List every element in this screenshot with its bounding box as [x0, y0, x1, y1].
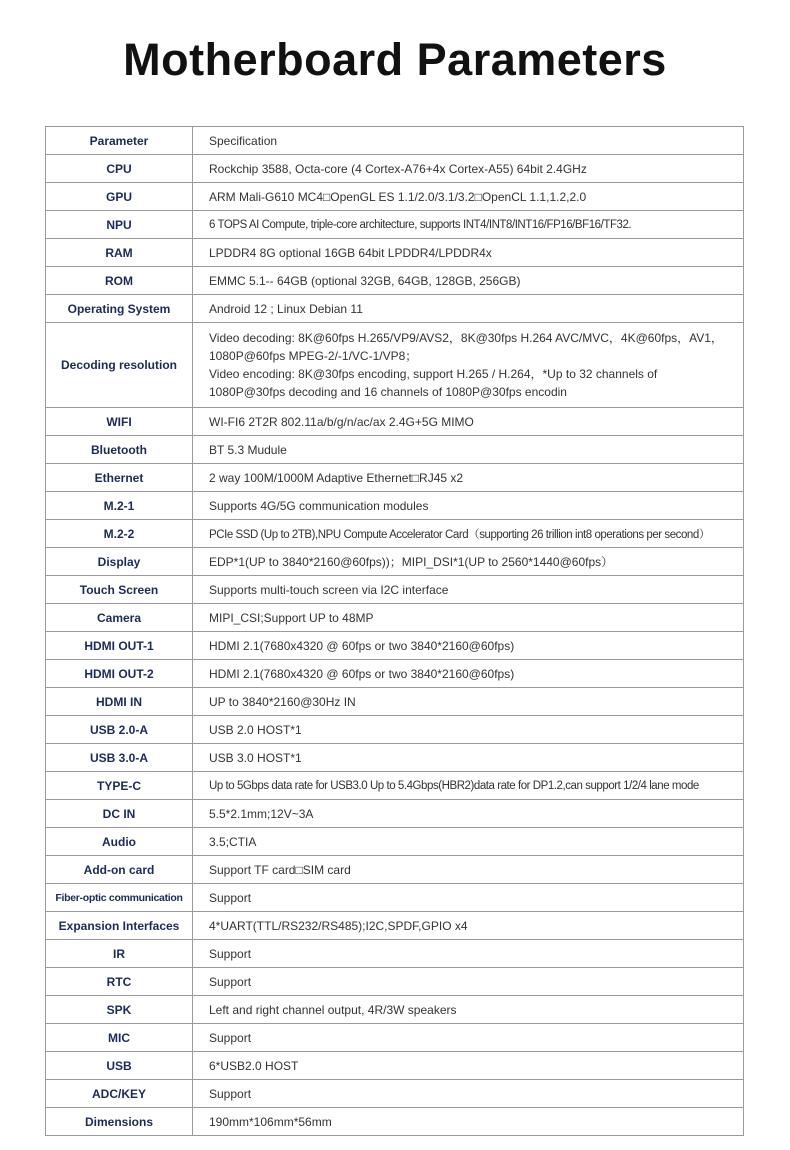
param-name: USB 3.0-A [46, 744, 193, 772]
param-value: 2 way 100M/1000M Adaptive Ethernet□RJ45 x2 [193, 464, 744, 492]
param-name: HDMI OUT-2 [46, 660, 193, 688]
table-row [46, 1052, 744, 1080]
param-name: ADC/KEY [46, 1080, 193, 1108]
param-name: Bluetooth [46, 436, 193, 464]
param-value: MIPI_CSI;Support UP to 48MP [193, 604, 744, 632]
table-row [46, 688, 744, 716]
param-value: Support [193, 1080, 744, 1108]
param-name: NPU [46, 211, 193, 239]
param-name: Decoding resolution [46, 323, 193, 408]
param-value: Support TF card□SIM card [193, 856, 744, 884]
param-name: ROM [46, 267, 193, 295]
table-row [46, 155, 744, 183]
param-value: Supports multi-touch screen via I2C interface [193, 576, 744, 604]
decoding-line: Video encoding: 8K@30fps encoding, support H.265 / H.264，*Up to 32 channels of [209, 367, 658, 381]
param-name: Dimensions [46, 1108, 193, 1136]
table-row [46, 968, 744, 996]
table-row [46, 464, 744, 492]
param-name: USB [46, 1052, 193, 1080]
table-row [46, 295, 744, 323]
decoding-line: 1080P@60fps MPEG-2/-1/VC-1/VP8； [209, 349, 418, 363]
param-value: Left and right channel output, 4R/3W speakers [193, 996, 744, 1024]
param-value: LPDDR4 8G optional 16GB 64bit LPDDR4/LPDDR4x [193, 239, 744, 267]
spec-table [45, 126, 744, 1136]
table-row [46, 996, 744, 1024]
param-value: 6 TOPS AI Compute, triple-core architecture, supports INT4/INT8/INT16/FP16/BF16/TF32. [193, 211, 744, 239]
param-value: ARM Mali-G610 MC4□OpenGL ES 1.1/2.0/3.1/3.2□OpenCL 1.1,1.2,2.0 [193, 183, 744, 211]
decoding-line: 1080P@30fps decoding and 16 channels of 1080P@30fps encodin [209, 385, 567, 399]
header-specification: Specification [193, 127, 744, 155]
table-row [46, 520, 744, 548]
param-name: Touch Screen [46, 576, 193, 604]
param-value: Support [193, 968, 744, 996]
param-name: SPK [46, 996, 193, 1024]
param-name: Add-on card [46, 856, 193, 884]
table-row [46, 211, 744, 239]
table-header-row [46, 127, 744, 155]
param-name: DC IN [46, 800, 193, 828]
table-row [46, 940, 744, 968]
param-value: HDMI 2.1(7680x4320 @ 60fps or two 3840*2160@60fps) [193, 632, 744, 660]
param-value: UP to 3840*2160@30Hz IN [193, 688, 744, 716]
table-row [46, 1080, 744, 1108]
header-parameter: Parameter [46, 127, 193, 155]
table-row [46, 912, 744, 940]
param-name: WIFI [46, 408, 193, 436]
table-row [46, 1108, 744, 1136]
param-name: M.2-1 [46, 492, 193, 520]
table-row [46, 884, 744, 912]
param-value: Support [193, 884, 744, 912]
param-name: Fiber-optic communication [46, 884, 193, 912]
table-row [46, 1024, 744, 1052]
param-name: Operating System [46, 295, 193, 323]
param-value: EDP*1(UP to 3840*2160@60fps))；MIPI_DSI*1(UP to 2560*1440@60fps） [193, 548, 744, 576]
param-name: HDMI IN [46, 688, 193, 716]
param-name: IR [46, 940, 193, 968]
table-row [46, 604, 744, 632]
table-row [46, 772, 744, 800]
param-name: Ethernet [46, 464, 193, 492]
param-name: HDMI OUT-1 [46, 632, 193, 660]
param-value: USB 2.0 HOST*1 [193, 716, 744, 744]
param-value: Android 12 ; Linux Debian 11 [193, 295, 744, 323]
page-title: Motherboard Parameters [123, 34, 667, 85]
param-name: USB 2.0-A [46, 716, 193, 744]
param-value: Support [193, 940, 744, 968]
table-row [46, 744, 744, 772]
param-value: Up to 5Gbps data rate for USB3.0 Up to 5.4Gbps(HBR2)data rate for DP1.2,can support 1/2/4 lane mode [193, 772, 744, 800]
param-name: CPU [46, 155, 193, 183]
param-name: MIC [46, 1024, 193, 1052]
param-value: USB 3.0 HOST*1 [193, 744, 744, 772]
table-row [46, 800, 744, 828]
param-value: 3.5;CTIA [193, 828, 744, 856]
param-name: TYPE-C [46, 772, 193, 800]
param-value: 4*UART(TTL/RS232/RS485);I2C,SPDF,GPIO x4 [193, 912, 744, 940]
param-name: RTC [46, 968, 193, 996]
param-name: Audio [46, 828, 193, 856]
table-row [46, 856, 744, 884]
decoding-line: Video decoding: 8K@60fps H.265/VP9/AVS2，8K@30fps H.264 AVC/MVC，4K@60fps，AV1， [209, 331, 723, 345]
param-value: HDMI 2.1(7680x4320 @ 60fps or two 3840*2160@60fps) [193, 660, 744, 688]
table-row [46, 828, 744, 856]
param-value: Rockchip 3588, Octa-core (4 Cortex-A76+4x Cortex-A55) 64bit 2.4GHz [193, 155, 744, 183]
param-value: WI-FI6 2T2R 802.11a/b/g/n/ac/ax 2.4G+5G MIMO [193, 408, 744, 436]
param-value: 5.5*2.1mm;12V~3A [193, 800, 744, 828]
param-value: PCIe SSD (Up to 2TB),NPU Compute Accelerator Card（supporting 26 trillion int8 operations per second） [193, 520, 744, 548]
param-name: Camera [46, 604, 193, 632]
param-value: EMMC 5.1-- 64GB (optional 32GB, 64GB, 128GB, 256GB) [193, 267, 744, 295]
param-name: Expansion Interfaces [46, 912, 193, 940]
table-row [46, 239, 744, 267]
param-value: Support [193, 1024, 744, 1052]
table-row [46, 408, 744, 436]
param-value: Supports 4G/5G communication modules [193, 492, 744, 520]
param-name: M.2-2 [46, 520, 193, 548]
param-name: GPU [46, 183, 193, 211]
table-row [46, 632, 744, 660]
table-row-decoding [46, 323, 744, 408]
param-value: 190mm*106mm*56mm [193, 1108, 744, 1136]
param-value: 6*USB2.0 HOST [193, 1052, 744, 1080]
table-row [46, 716, 744, 744]
param-name: RAM [46, 239, 193, 267]
table-row [46, 492, 744, 520]
param-value: BT 5.3 Mudule [193, 436, 744, 464]
table-row [46, 660, 744, 688]
table-row [46, 267, 744, 295]
table-row [46, 576, 744, 604]
param-value [193, 323, 744, 408]
table-row [46, 183, 744, 211]
table-row [46, 548, 744, 576]
table-row [46, 436, 744, 464]
param-name: Display [46, 548, 193, 576]
